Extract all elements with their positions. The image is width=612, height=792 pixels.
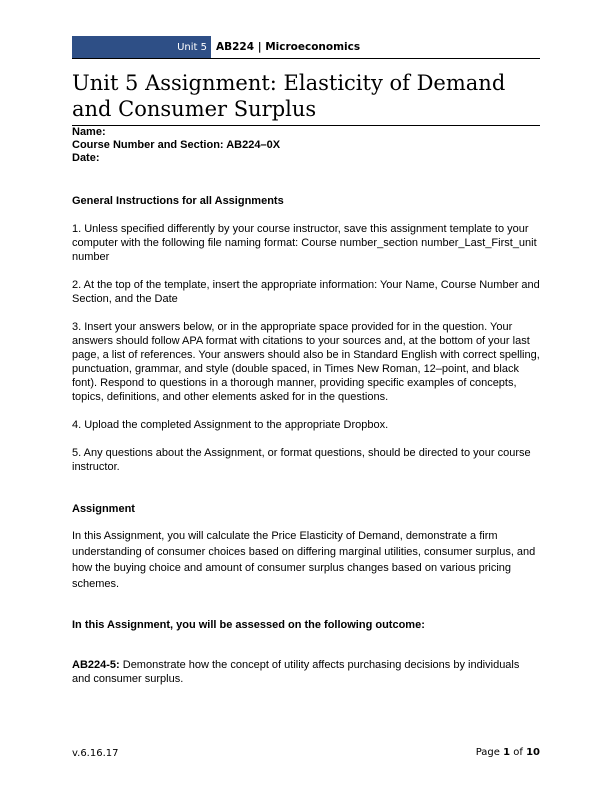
student-info bbox=[72, 126, 540, 165]
footer-page-number bbox=[476, 747, 540, 758]
name-label: Name: bbox=[72, 126, 106, 138]
instruction-item: 5. Any questions about the Assignment, or format questions, should be directed to your course instructor. bbox=[72, 447, 531, 473]
instruction-item: 3. Insert your answers below, or in the appropriate space provided for in the question. Your answers should follow APA format with citations to your sources and, at the bottom of your last page, a list of references. Your answers should also be in Standard English with correct spelling, punctuation, grammar, and style (double spaced, in Times New Roman, 12–point, and black font). Respond to questions in a thorough manner, providing specific examples of concepts, topics, definitions, and other elements asked for in the questions. bbox=[72, 321, 540, 403]
outcome-statement bbox=[72, 658, 540, 686]
instruction-item: 4. Upload the completed Assignment to the appropriate Dropbox. bbox=[72, 419, 389, 431]
page-word: Page bbox=[475, 747, 500, 758]
document-body bbox=[72, 194, 540, 686]
page-total: 10 bbox=[526, 747, 540, 758]
assignment-text: In this Assignment, you will calculate the Price Elasticity of Demand, demonstrate a firm understanding of consumer choices based on differing marginal utilities, consumer surplus, and how the buying choice and amount of consumer surplus changes based on various pricing schemes. bbox=[72, 530, 536, 590]
instruction-item: 1. Unless specified differently by your course instructor, save this assignment template to your computer with the following file naming format: Course number_section number_Last_First_unit number bbox=[72, 223, 537, 263]
header-unit: Unit 5 bbox=[177, 41, 207, 53]
header-course: AB224 | Microeconomics bbox=[216, 41, 361, 53]
page-current: 1 bbox=[503, 747, 511, 758]
instructions-heading: General Instructions for all Assignments bbox=[72, 195, 284, 207]
outcome-heading: In this Assignment, you will be assessed on the following outcome: bbox=[72, 619, 425, 631]
assignment-heading: Assignment bbox=[72, 503, 135, 515]
footer-version: v.6.16.17 bbox=[72, 748, 119, 759]
instruction-item: 2. At the top of the template, insert the appropriate information: Your Name, Course Number and Section, and the Date bbox=[72, 279, 540, 305]
course-section-label: Course Number and Section: AB224–0X bbox=[72, 139, 281, 151]
of-word: of bbox=[513, 747, 523, 758]
date-label: Date: bbox=[72, 152, 100, 164]
outcome-text: Demonstrate how the concept of utility affects purchasing decisions by individuals and consumer surplus. bbox=[72, 659, 520, 685]
header-unit-bar bbox=[72, 36, 211, 58]
header-divider bbox=[72, 58, 540, 59]
outcome-code: AB224-5: bbox=[72, 659, 120, 671]
page-title: Unit 5 Assignment: Elasticity of Demand and Consumer Surplus bbox=[72, 71, 506, 121]
